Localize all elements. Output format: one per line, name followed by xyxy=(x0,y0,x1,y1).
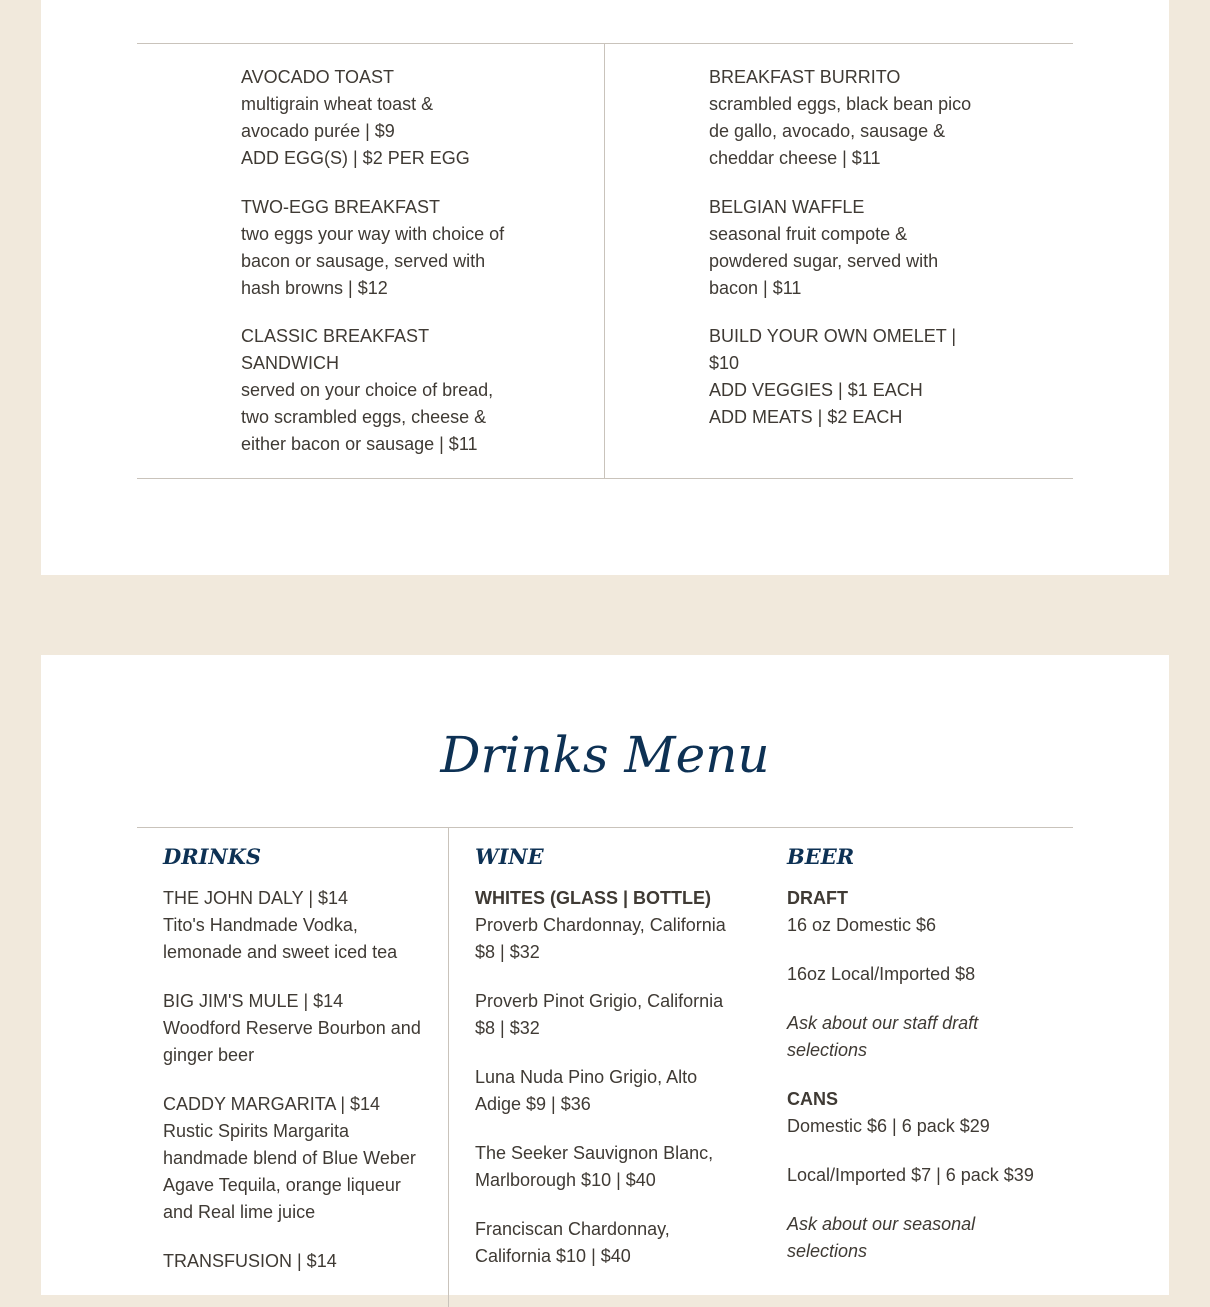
divider-vertical xyxy=(604,43,605,478)
drink-item-caddy-margarita xyxy=(163,1091,421,1226)
menu-item-line: multigrain wheat toast & xyxy=(241,94,434,114)
menu-item-title: TWO-EGG BREAKFAST xyxy=(241,197,441,217)
menu-item-title: CLASSIC BREAKFAST xyxy=(241,326,430,346)
divider-bottom xyxy=(137,478,1073,479)
menu-item-line: served on your choice of bread, xyxy=(241,380,494,400)
wine-item-line: $8 | $32 xyxy=(475,1018,540,1038)
wine-item xyxy=(475,1140,726,1194)
menu-item-title: BREAKFAST BURRITO xyxy=(709,67,901,87)
drink-item-line: and Real lime juice xyxy=(163,1202,316,1222)
drinks-column-heading: DRINKS xyxy=(163,844,262,869)
wine-column-heading: WINE xyxy=(475,844,544,869)
beer-draft-local: 16oz Local/Imported $8 xyxy=(787,964,976,984)
wine-item-line: The Seeker Sauvignon Blanc, xyxy=(475,1143,714,1163)
drinks-column xyxy=(163,885,421,1275)
menu-item-line: ADD MEATS | $2 EACH xyxy=(709,407,903,427)
beer-column-heading: BEER xyxy=(787,844,855,869)
menu-item-title: BELGIAN WAFFLE xyxy=(709,197,865,217)
menu-item-avocado-toast xyxy=(241,64,470,172)
beer-draft-domestic: 16 oz Domestic $6 xyxy=(787,915,937,935)
menu-item-belgian-waffle xyxy=(709,194,938,302)
drinks-menu-title: Drinks Menu xyxy=(440,726,770,784)
menu-item-title: SANDWICH xyxy=(241,353,339,373)
breakfast-menu-card xyxy=(41,0,1169,575)
wine-item-line: Proverb Pinot Grigio, California xyxy=(475,991,724,1011)
drink-item-line: Tito's Handmade Vodka, xyxy=(163,915,358,935)
menu-item-line: two eggs your way with choice of xyxy=(241,224,505,244)
wine-item-line: California $10 | $40 xyxy=(475,1246,631,1266)
drinks-divider-vertical xyxy=(448,827,449,1307)
beer-cans-note: Ask about our seasonal xyxy=(787,1214,976,1234)
beer-cans-label: CANS xyxy=(787,1089,839,1109)
beer-cans-note: selections xyxy=(787,1241,868,1261)
drink-item-line: Woodford Reserve Bourbon and xyxy=(163,1018,421,1038)
menu-item-line: bacon | $11 xyxy=(709,278,802,298)
menu-item-line: scrambled eggs, black bean pico xyxy=(709,94,972,114)
drink-item-line: Rustic Spirits Margarita xyxy=(163,1121,350,1141)
wine-item xyxy=(475,912,726,966)
drinks-menu-card xyxy=(41,655,1169,1295)
drink-item-line: BIG JIM'S MULE | $14 xyxy=(163,991,344,1011)
menu-item-line: hash browns | $12 xyxy=(241,278,388,298)
drink-item-john-daly xyxy=(163,885,421,966)
divider-top xyxy=(137,43,1073,44)
wine-item-line: Marlborough $10 | $40 xyxy=(475,1170,656,1190)
drink-item-line: CADDY MARGARITA | $14 xyxy=(163,1094,381,1114)
menu-item-classic-breakfast-sandwich xyxy=(241,323,493,458)
wine-item-line: Adige $9 | $36 xyxy=(475,1094,591,1114)
menu-item-line: seasonal fruit compote & xyxy=(709,224,908,244)
menu-item-build-your-own-omelet xyxy=(709,323,956,431)
drink-item-line: handmade blend of Blue Weber xyxy=(163,1148,416,1168)
menu-item-line: ADD VEGGIES | $1 EACH xyxy=(709,380,923,400)
wine-column xyxy=(475,885,726,1270)
menu-item-title: $10 xyxy=(709,353,740,373)
beer-draft-label: DRAFT xyxy=(787,888,848,908)
menu-item-line: two scrambled eggs, cheese & xyxy=(241,407,487,427)
beer-draft-note: selections xyxy=(787,1040,868,1060)
drinks-divider-top xyxy=(137,827,1073,828)
beer-cans-local: Local/Imported $7 | 6 pack $39 xyxy=(787,1165,1034,1185)
drink-item-line: ginger beer xyxy=(163,1045,255,1065)
wine-item-line: Luna Nuda Pino Grigio, Alto xyxy=(475,1067,698,1087)
menu-item-line: avocado purée | $9 xyxy=(241,121,395,141)
wine-item-line: Franciscan Chardonnay, xyxy=(475,1219,670,1239)
drink-item-line: lemonade and sweet iced tea xyxy=(163,942,398,962)
menu-item-line: de gallo, avocado, sausage & xyxy=(709,121,946,141)
menu-item-line: bacon or sausage, served with xyxy=(241,251,486,271)
drink-item-transfusion xyxy=(163,1248,421,1275)
wine-item-line: $8 | $32 xyxy=(475,942,540,962)
menu-item-title: AVOCADO TOAST xyxy=(241,67,395,87)
menu-item-title: BUILD YOUR OWN OMELET | xyxy=(709,326,957,346)
wine-item-line: Proverb Chardonnay, California xyxy=(475,915,726,935)
menu-item-breakfast-burrito xyxy=(709,64,971,172)
menu-item-line: powdered sugar, served with xyxy=(709,251,939,271)
wine-item xyxy=(475,988,726,1042)
beer-column xyxy=(787,885,1034,1265)
beer-cans-domestic: Domestic $6 | 6 pack $29 xyxy=(787,1116,990,1136)
menu-item-line: either bacon or sausage | $11 xyxy=(241,434,478,454)
menu-item-line: ADD EGG(S) | $2 PER EGG xyxy=(241,148,470,168)
wine-item xyxy=(475,1216,726,1270)
beer-draft-note: Ask about our staff draft xyxy=(787,1013,979,1033)
drink-item-big-jims-mule xyxy=(163,988,421,1069)
menu-item-two-egg-breakfast xyxy=(241,194,504,302)
drink-item-line: THE JOHN DALY | $14 xyxy=(163,888,349,908)
drink-item-line: Agave Tequila, orange liqueur xyxy=(163,1175,401,1195)
wine-item xyxy=(475,1064,726,1118)
menu-item-line: cheddar cheese | $11 xyxy=(709,148,881,168)
wine-subheading: WHITES (GLASS | BOTTLE) xyxy=(475,888,712,908)
drink-item-line: TRANSFUSION | $14 xyxy=(163,1251,337,1271)
